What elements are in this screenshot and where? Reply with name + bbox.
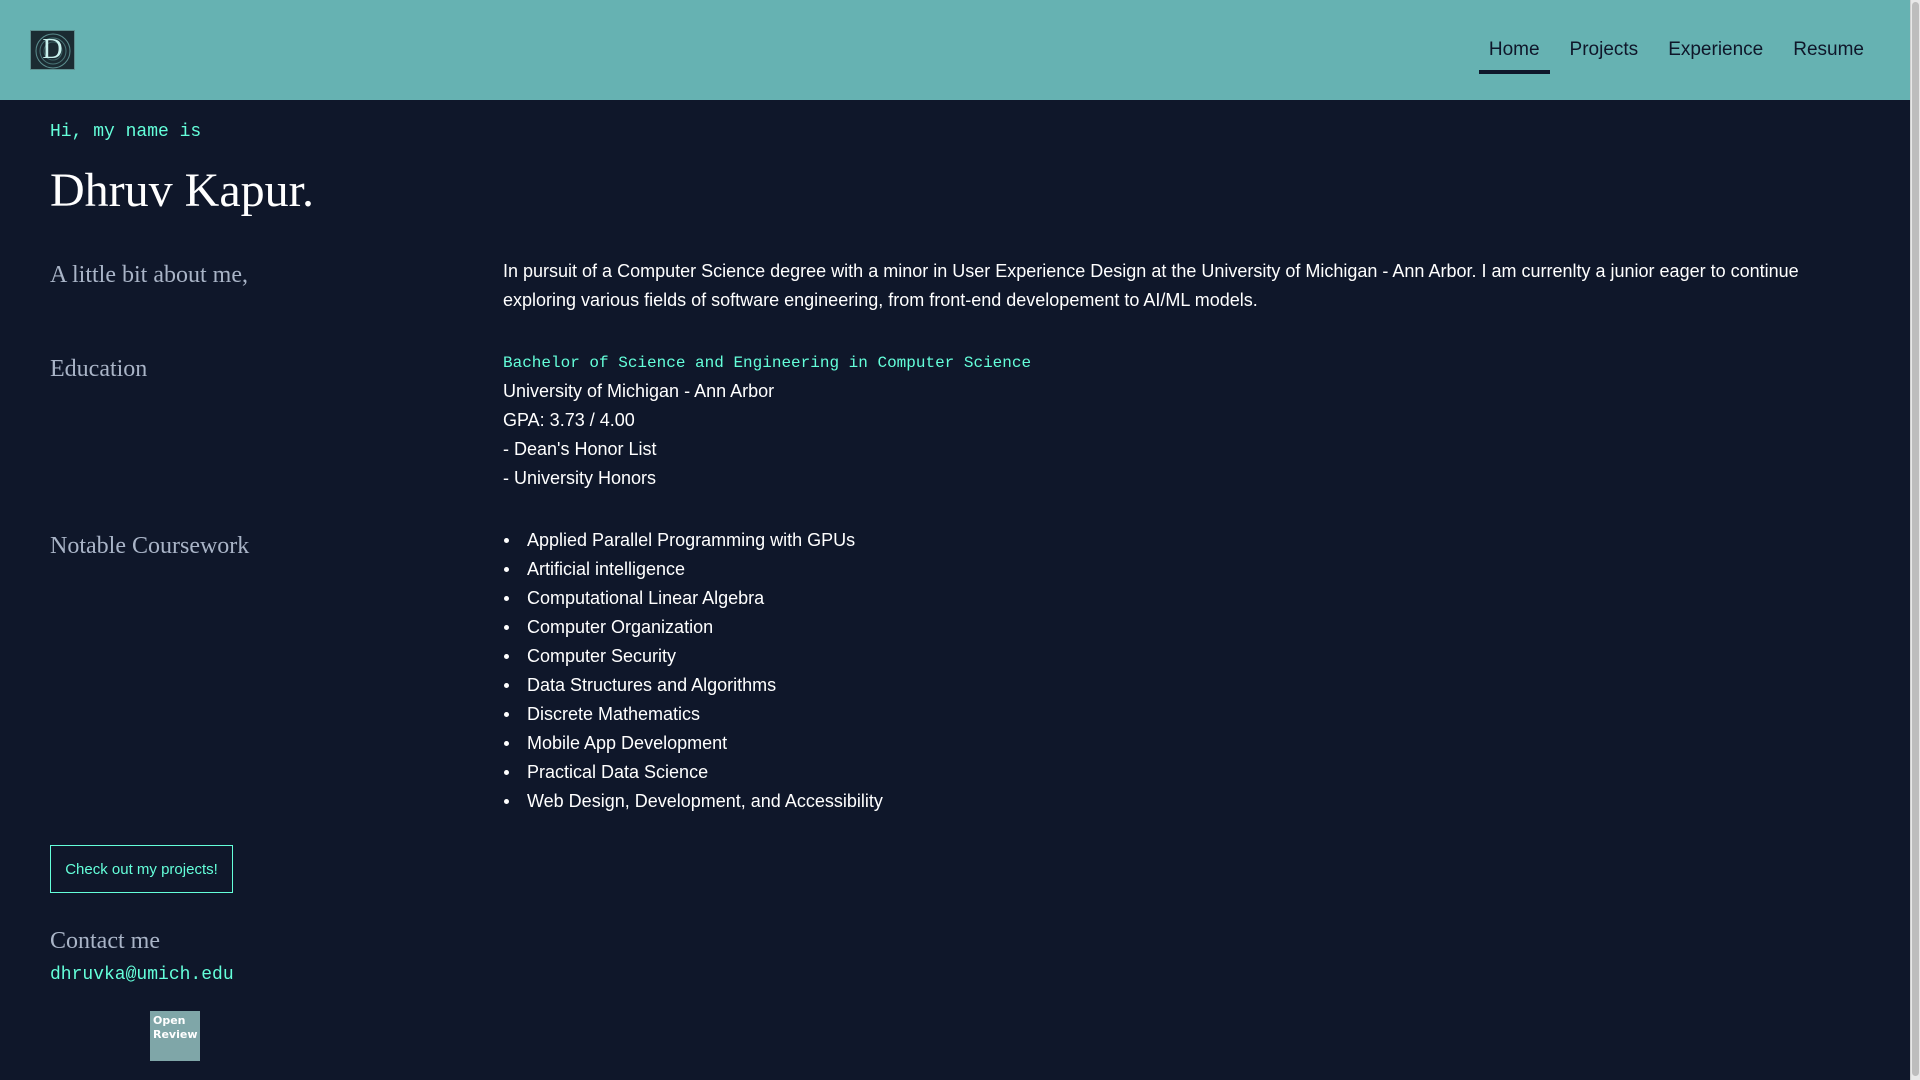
nav-projects[interactable]: Projects [1569,39,1639,60]
check-projects-button[interactable]: Check out my projects! [50,845,233,893]
page-title: Dhruv Kapur. [50,164,314,217]
top-navbar [0,0,1910,100]
honor-item: - Dean's Honor List [503,439,657,459]
coursework-list [503,526,883,816]
email-link[interactable]: dhruvka@umich.edu [50,965,234,985]
nav-experience[interactable]: Experience [1668,39,1764,60]
contact-heading: Contact me [50,928,160,954]
about-text: In pursuit of a Computer Science degree with a minor in User Experience Design at the University of Michigan - Ann Arbor. I am currenlty a junior eager to continue exploring various fields of software engineering, from front-end developement to AI/ML models. [503,261,1799,310]
list-item: Mobile App Development [503,729,883,758]
badge-line: Review [153,1028,198,1041]
gpa-text: GPA: 3.73 / 4.00 [503,410,635,430]
about-heading: A little bit about me, [50,262,248,288]
nav-home[interactable]: Home [1479,0,1550,100]
list-item: Data Structures and Algorithms [503,671,883,700]
list-item: Applied Parallel Programming with GPUs [503,526,883,555]
list-item: Artificial intelligence [503,555,883,584]
education-heading: Education [50,356,148,382]
main-nav [1469,0,1874,100]
nav-resume[interactable]: Resume [1793,39,1864,60]
logo-letter: D [42,34,63,65]
page-scrollbar[interactable] [1910,0,1920,1080]
list-item: Computer Security [503,642,883,671]
honor-item: - University Honors [503,468,657,488]
list-item: Discrete Mathematics [503,700,883,729]
open-review-badge[interactable] [150,1011,200,1061]
badge-line: Open [153,1014,186,1027]
list-item: Web Design, Development, and Accessibility [503,787,883,816]
greeting-text: Hi, my name is [50,122,202,142]
degree-title: Bachelor of Science and Engineering in Computer Science [503,354,1032,372]
school-name: University of Michigan - Ann Arbor [503,381,775,401]
list-item: Computational Linear Algebra [503,584,883,613]
list-item: Computer Organization [503,613,883,642]
scrollbar-thumb[interactable] [1912,2,1919,1076]
education-details [503,377,774,493]
list-item: Practical Data Science [503,758,883,787]
site-logo[interactable] [30,30,75,70]
coursework-heading: Notable Coursework [50,533,250,559]
